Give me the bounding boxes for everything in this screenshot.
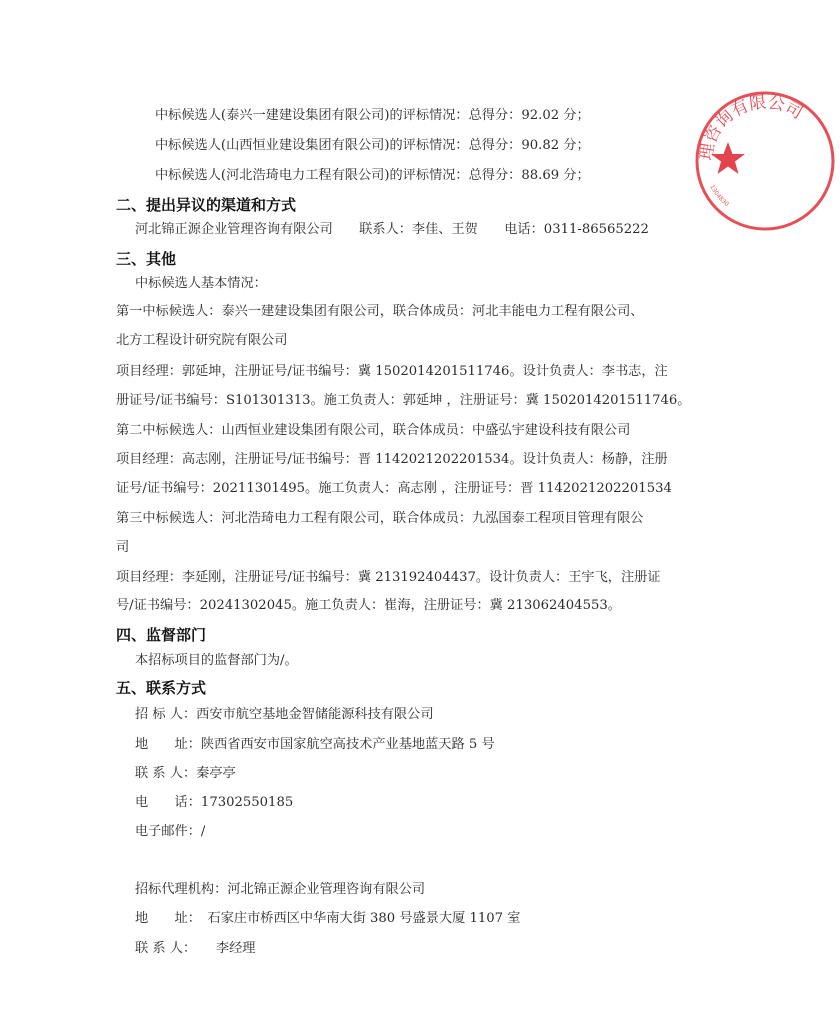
section-heading-objection: 二、提出异议的渠道和方式 <box>116 196 297 214</box>
svg-text:理咨询有限公司: 理咨询有限公司 <box>696 92 806 162</box>
section-heading-supervision: 四、监督部门 <box>116 626 207 644</box>
body-line: 司 <box>116 540 130 555</box>
body-line: 项目经理：郭延坤，注册证号/证书编号：冀 1502014201511746。设计负责人：李书志，注 <box>116 364 668 379</box>
body-line: 第二中标候选人：山西恒业建设集团有限公司，联合体成员：中盛弘宇建设科技有限公司 <box>116 423 631 438</box>
body-line: 中标候选人基本情况： <box>135 276 267 291</box>
body-line: 第一中标候选人：泰兴一建建设集团有限公司，联合体成员：河北丰能电力工程有限公司、 <box>116 304 644 319</box>
body-line: 项目经理：李延刚，注册证号/证书编号：冀 213192404437。设计负责人：王宇飞，注册证 <box>116 570 661 585</box>
body-line: 北方工程设计研究院有限公司 <box>116 333 288 348</box>
body-line: 号/证书编号：20241302045。施工负责人：崔海，注册证号：冀 213062404553。 <box>116 598 621 613</box>
body-line: 项目经理：高志刚，注册证号/证书编号：晋 1142021202201534。设计负责人：杨静，注册 <box>116 452 668 467</box>
body-line: 证号/证书编号：20211301495。施工负责人：高志刚 ，注册证号：晋 1142021202201534 <box>116 481 672 496</box>
section-heading-other: 三、其他 <box>116 250 177 268</box>
contact-line: 地 址： 石家庄市桥西区中华南大街 380 号盛景大厦 1107 室 <box>135 911 521 926</box>
body-line: 册证号/证书编号：S101301313。施工负责人：郭延坤 ，注册证号：冀 1502014201511746。 <box>116 393 691 408</box>
contact-line: 联 系 人： 李经理 <box>135 941 256 956</box>
score-line: 中标候选人(山西恒业建设集团有限公司)的评标情况：总得分：90.82 分； <box>155 138 590 153</box>
contact-line: 招标代理机构：河北锦正源企业管理咨询有限公司 <box>135 882 426 897</box>
contact-line: 电 话：17302550185 <box>135 795 294 810</box>
contact-line: 联 系 人：秦亭亭 <box>135 766 236 781</box>
contact-line: 电子邮件：/ <box>135 824 206 839</box>
score-line: 中标候选人(泰兴一建建设集团有限公司)的评标情况：总得分：92.02 分； <box>155 108 590 123</box>
supervision-line: 本招标项目的监督部门为/。 <box>135 653 298 668</box>
contact-line: 招 标 人：西安市航空基地金智储能源科技有限公司 <box>135 707 434 722</box>
score-line: 中标候选人(河北浩琦电力工程有限公司)的评标情况：总得分：88.69 分； <box>155 168 590 183</box>
body-line: 第三中标候选人：河北浩琦电力工程有限公司，联合体成员：九泓国泰工程项目管理有限公 <box>116 511 644 526</box>
section-heading-contact: 五、联系方式 <box>116 679 207 697</box>
svg-text:1304830: 1304830 <box>708 183 731 209</box>
contact-line: 地 址：陕西省西安市国家航空高技术产业基地蓝天路 5 号 <box>135 737 495 752</box>
objection-contact-line: 河北锦正源企业管理咨询有限公司 联系人：李佳、王贺 电话：0311-86565222 <box>135 222 649 237</box>
company-seal <box>690 86 840 236</box>
